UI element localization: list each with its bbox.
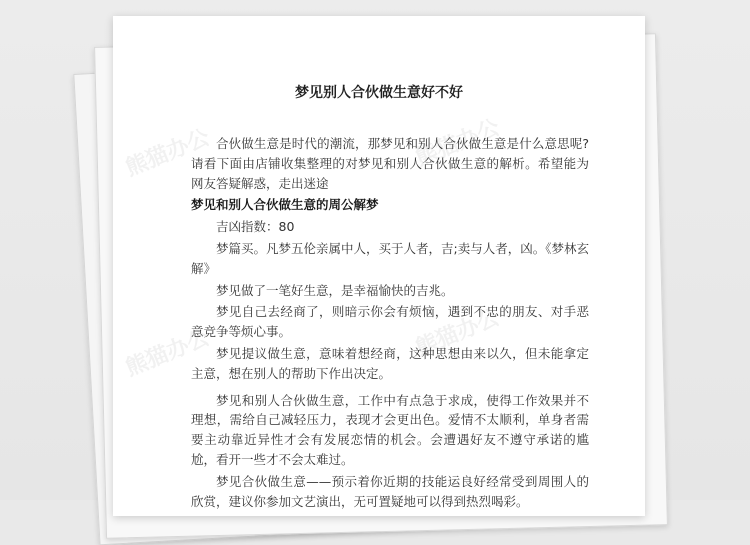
body-paragraph: 梦见合伙做生意——预示着你近期的技能运良好经常受到周围人的欣赏，建议你参加文艺演出，无可置疑地可以得到热烈喝彩。 xyxy=(191,473,589,509)
watermark: 熊猫办公 xyxy=(412,305,504,362)
watermark: 熊猫办公 xyxy=(122,125,214,182)
document-page xyxy=(113,16,645,516)
section-heading: 梦见和别人合伙做生意的周公解梦 xyxy=(191,197,379,213)
watermark: 熊猫办公 xyxy=(122,325,214,382)
body-paragraph: 梦见和别人合伙做生意，工作中有点急于求成，使得工作效果并不理想，需给自己减轻压力，表现才会更出色。爱情不太顺利，单身者需要主动靠近异性才会有发展恋情的机会。会遭遇好友不遵守承诺的尴尬，看开一些才不会太难过。 xyxy=(191,392,589,467)
watermark: 熊猫办公 xyxy=(412,115,504,172)
document-body xyxy=(191,134,589,513)
score-line: 吉凶指数：80 xyxy=(216,219,295,235)
body-paragraph: 梦见做了一笔好生意，是幸福愉快的吉兆。 xyxy=(216,282,454,298)
body-paragraph: 梦见自己去经商了，则暗示你会有烦恼，遇到不忠的朋友、对手恶意竞争等烦心事。 xyxy=(191,304,589,340)
body-paragraph: 梦篇买。凡梦五伦亲属中人，买于人者，吉;卖与人者，凶。《梦林玄解》 xyxy=(191,240,589,276)
document-title: 梦见别人合伙做生意好不好 xyxy=(295,85,463,101)
body-paragraph: 梦见提议做生意，意味着想经商，这种思想由来以久，但未能拿定主意，想在别人的帮助下作出决定。 xyxy=(191,345,589,381)
intro-paragraph: 合伙做生意是时代的潮流，那梦见和别人合伙做生意是什么意思呢?请看下面由店铺收集整理的对梦见和别人合伙做生意的解析。希望能为网友答疑解惑，走出迷途 xyxy=(191,136,589,191)
